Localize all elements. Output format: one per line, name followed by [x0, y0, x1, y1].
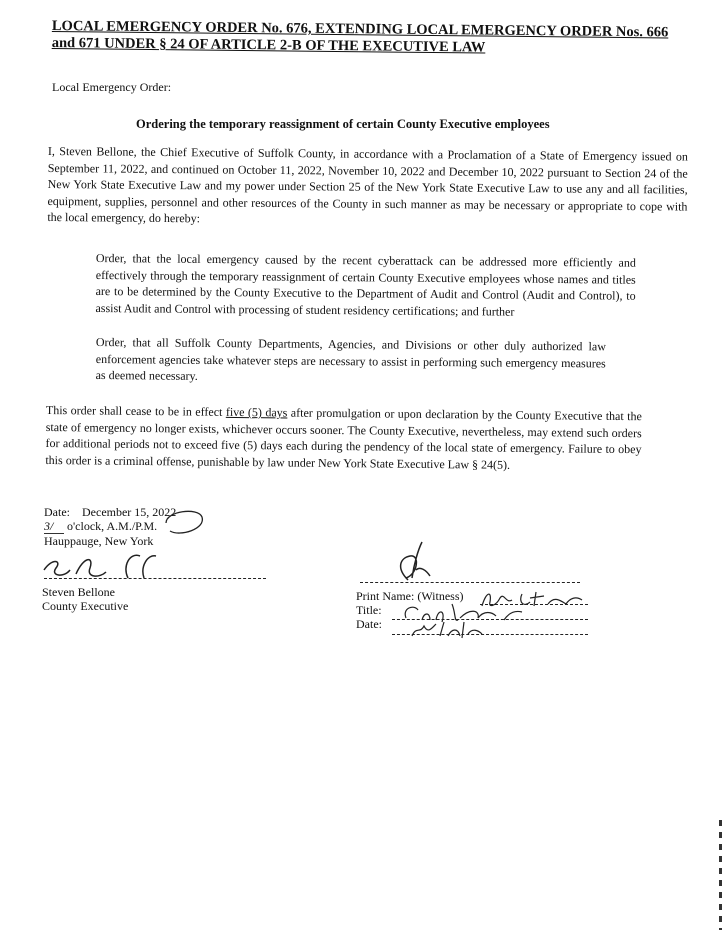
witness-title-label: Title: — [356, 603, 382, 617]
intro-paragraph: I, Steven Bellone, the Chief Executive of Suffolk County, in accordance with a Proclamation of a State of Emergency issued on September 11, 2022, and continued on October 11, 2022, November 10, 2022 and December 10, 2022 pursuant to Section 24 of the New York State Executive Law and my power under Section 25 of the New York State Executive Law to use any and all facilities, equipment, supplies, personnel and other resources of the County in such manner as may be necessary or appropriate to cope with the local emergency, do hereby: — [47, 143, 688, 226]
witness-date-label: Date: — [356, 617, 382, 631]
effect-text-before: This order shall cease to be in effect — [45, 402, 226, 419]
order-label: Local Emergency Order: — [52, 80, 172, 94]
effect-paragraph — [45, 402, 642, 474]
signature-line-left — [44, 578, 266, 579]
pm-circle-mark — [160, 505, 210, 541]
signer-title: County Executive — [42, 599, 129, 613]
effect-text-after: after promulgation or upon declaration by the County Executive that the state of emergency no longer exists, whichever occurs sooner. The County Executive, nevertheless, may extend such orders for additional periods not to exceed five (5) days each during the pendency of the local state of emergency. Failure to obey this order is a criminal offense, punishable by law under New York State Executive Law § 24(5). — [45, 405, 642, 472]
date-row — [44, 505, 264, 519]
effect-duration: five (5) days — [225, 404, 288, 420]
signer-block — [42, 585, 128, 613]
scan-artifact — [719, 820, 722, 930]
order-subheading: Ordering the temporary reassignment of certain County Executive employees — [136, 117, 550, 131]
date-label: Date: — [44, 505, 70, 519]
place-row: Hauppauge, New York — [44, 534, 154, 548]
order-title: LOCAL EMERGENCY ORDER No. 676, EXTENDING LOCAL EMERGENCY ORDER Nos. 666 and 671 UNDER § 24 OF ARTICLE 2-B OF THE EXECUTIVE LAW — [51, 18, 669, 56]
time-row — [44, 519, 264, 534]
signer-name: Steven Bellone — [42, 585, 115, 599]
signature-line-right — [360, 582, 580, 583]
time-suffix: o'clock, A.M./P.M. — [67, 519, 158, 533]
time-value: 3/ — [44, 519, 64, 534]
order-paragraph-2: Order, that all Suffolk County Departments, Agencies, and Divisions or other duly authorized law enforcement agencies take whatever steps are necessary to assist in performing such emergency measures as deemed necessary. — [95, 334, 606, 383]
order-paragraph-1: Order, that the local emergency caused by the recent cyberattack can be addressed more efficiently and effectively through the temporary reassignment of certain County Executive employees whose names and titles are to be determined by the County Executive to the Department of Audit and Control (Audit and Control), to assist Audit and Control with processing of student residency certifications; and further — [95, 250, 636, 319]
date-block — [44, 505, 264, 548]
date-value: December 15, 2022 — [82, 505, 177, 519]
witness-print-name-label: Print Name: (Witness) — [356, 589, 464, 603]
witness-signature — [390, 540, 450, 586]
witness-date-handwriting — [408, 618, 488, 640]
